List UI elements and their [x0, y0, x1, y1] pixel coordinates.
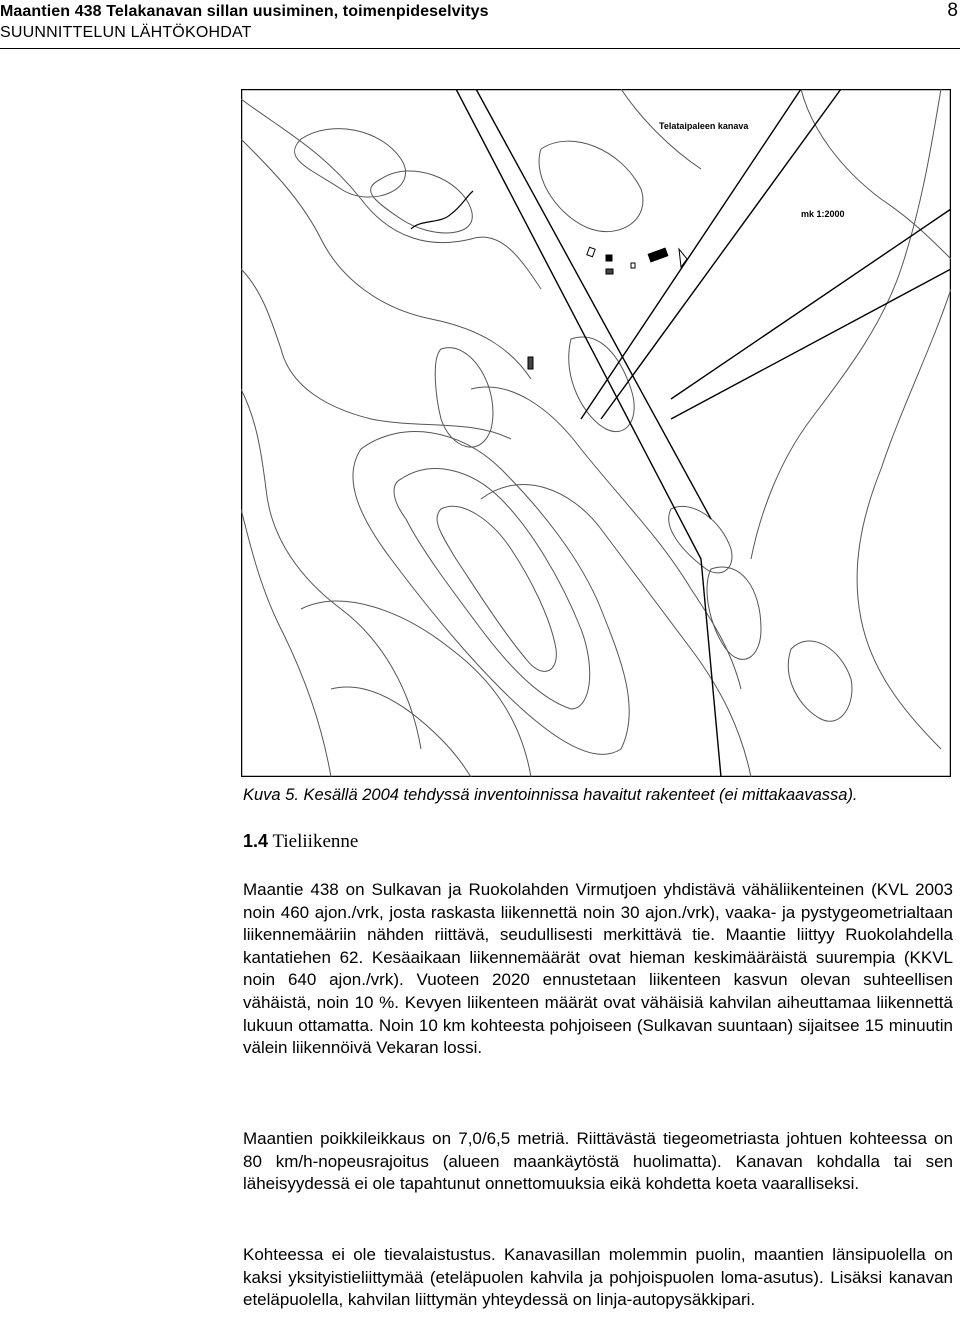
- section-title: [243, 831, 358, 853]
- body-paragraph: Kohteessa ei ole tievalaistustus. Kanavasillan molemmin puolin, maantien länsipuolella on kaksi yksityistieliittymää (eteläpuolen kahvila ja pohjoispuolen loma-asutus). Lisäksi kanavan eteläpuolella, kahvilan liittymän yhteydessä on linja-autopysäkkipari.: [243, 1245, 953, 1310]
- map-scale-label: mk 1:2000: [801, 209, 845, 219]
- section-heading: SUUNNITTELUN LÄHTÖKOHDAT: [0, 24, 252, 41]
- map-canal-label: Telataipaleen kanava: [659, 121, 749, 131]
- structure-marker: [606, 255, 612, 261]
- contour-map: [241, 89, 951, 777]
- body-paragraph: Maantien poikkileikkaus on 7,0/6,5 metriä. Riittävästä tiegeometriasta johtuen kohteessa on 80 km/h-nopeusrajoitus (alueen maankäytöstä huolimatta). Kanavan kohdalla tai sen läheisyydessä ei ole tapahtunut onnettomuuksia eikä kohdetta koeta vaaralliseksi.: [243, 1129, 953, 1194]
- page-number: 8: [947, 0, 958, 21]
- site-map-figure: [241, 89, 951, 777]
- header-divider: [0, 48, 960, 49]
- figure-caption: Kuva 5. Kesällä 2004 tehdyssä inventoinnissa havaitut rakenteet (ei mittakaavassa).: [243, 786, 858, 804]
- page-header: [0, 0, 960, 48]
- section-number: 1.4: [243, 831, 269, 851]
- document-title: Maantien 438 Telakanavan sillan uusiminen, toimenpideselvitys: [0, 3, 489, 20]
- structure-marker: [606, 269, 613, 274]
- structure-marker: [528, 357, 533, 369]
- section-title-text: Tieliikenne: [272, 831, 359, 852]
- body-paragraph: Maantie 438 on Sulkavan ja Ruokolahden Virmutjoen yhdistävä vähäliikenteinen (KVL 2003 noin 460 ajon./vrk, josta raskasta liikennettä noin 30 ajon./vrk), vaaka- ja pystygeometrialtaan liikennemääriin nähden riittävä, seudullisesti merkittävä tie. Maantie liittyy Ruokolahdella kantatiehen 62. Kesäaikaan liikennemäärät ovat hieman keskimääräistä suurempia (KKVL noin 640 ajon./vrk). Vuoteen 2020 ennustetaan liikenteen kasvun olevan suhteellisen vähäistä, noin 10 %. Kevyen liikenteen määrät ovat vähäisiä kahvilan aiheuttamaa liikennettä lukuun ottamatta. Noin 10 km kohteesta pohjoiseen (Sulkavan suuntaan) sijaitsee 15 minuutin välein liikennöivä Vekaran lossi.: [243, 880, 953, 1058]
